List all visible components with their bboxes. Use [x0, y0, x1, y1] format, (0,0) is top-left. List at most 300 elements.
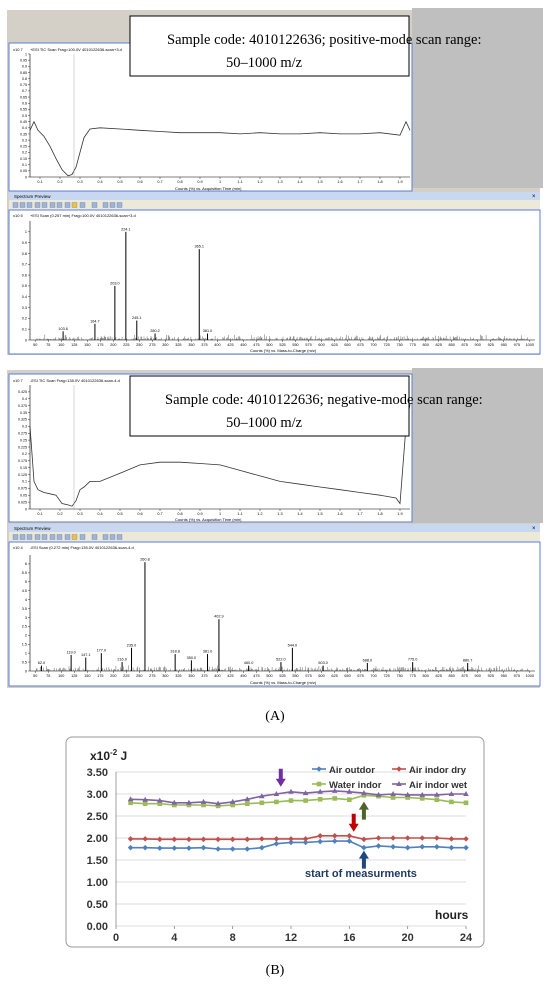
toolbar-button-icon: [42, 203, 47, 208]
x-tick-label: 0.1: [37, 512, 43, 516]
x-tick-label: 275: [149, 343, 156, 347]
toolbar-button-icon: [92, 535, 97, 540]
x-tick-label: 325: [175, 343, 182, 347]
x-tick-label: 250: [136, 674, 143, 678]
x-tick-label: 0.2: [57, 512, 63, 516]
tic-header: -ESI TIC Scan Frag=135.0V 4010122636-scan-4.d: [30, 378, 120, 383]
spectrum-yscale-label: x10 5: [13, 213, 23, 218]
peak-label: 318.8: [170, 649, 180, 654]
toolbar-button-icon: [80, 203, 85, 208]
series-point: [245, 801, 250, 806]
x-tick-label: 1000: [525, 343, 535, 347]
y-tick-label: 0.6: [22, 101, 27, 106]
x-tick-label: 0.3: [77, 180, 83, 184]
x-tick-label: 550: [292, 343, 299, 347]
y-tick-label: 0.3: [21, 305, 27, 310]
toolbar-button-icon: [72, 535, 77, 540]
x-tick-label: 850: [448, 674, 455, 678]
toolbar-button-icon: [117, 535, 122, 540]
x-tick-label: 600: [318, 674, 325, 678]
peak-label: 365.1: [194, 244, 205, 249]
spectrum-title: Spectrum Preview: [14, 194, 51, 199]
x-tick-label: 925: [487, 343, 494, 347]
x-tick-label: 525: [279, 343, 286, 347]
toolbar-button-icon: [103, 535, 108, 540]
x-tick-label: 250: [136, 343, 143, 347]
series-point: [464, 801, 469, 806]
y-tick-label: 0.25: [20, 438, 27, 443]
x-tick-label: 1.8: [377, 180, 383, 184]
x-tick-label: 8: [229, 932, 236, 944]
x-tick-label: 1: [218, 180, 222, 184]
x-tick-label: 0.4: [97, 180, 103, 184]
positive-mode-block: [7, 8, 543, 355]
y-tick-label: 0: [24, 669, 27, 674]
panel-b-chart: [66, 737, 484, 947]
peak-label: 203.0: [110, 281, 120, 286]
peak-label: 235.0: [126, 643, 137, 648]
x-tick-label: 0.9: [197, 180, 203, 184]
x-tick-label: 1.6: [337, 180, 343, 184]
y-tick-label: 4.5: [21, 588, 27, 593]
peak-label: 381.0: [202, 649, 213, 654]
legend-label: Air indor wet: [409, 780, 468, 791]
x-tick-label: 1: [218, 512, 222, 516]
x-tick-label: 450: [240, 343, 247, 347]
y-tick-label: 3.00: [86, 789, 108, 801]
x-tick-label: 450: [240, 674, 247, 678]
y-tick-label: 0.7: [22, 89, 27, 94]
peak-label: 177.0: [96, 648, 107, 653]
series-point: [289, 798, 294, 803]
x-tick-label: 950: [500, 674, 507, 678]
peak-label: 544.0: [287, 643, 298, 648]
toolbar-button-icon: [13, 535, 18, 540]
toolbar-button-icon: [13, 203, 18, 208]
close-icon[interactable]: ×: [532, 526, 536, 532]
series-point: [274, 800, 279, 805]
y-tick-label: 0: [25, 175, 27, 180]
toolbar-button-icon: [110, 203, 115, 208]
y-tick-label: 0.1: [22, 479, 27, 484]
toolbar-button-icon: [65, 203, 70, 208]
y-tick-label: 0.2: [22, 150, 27, 155]
y-tick-label: 0.5: [22, 113, 27, 118]
peak-label: 460.0: [243, 661, 254, 666]
toolbar-icons: [13, 203, 122, 208]
x-tick-label: 12: [284, 932, 298, 944]
positive-callout-line1: Sample code: 4010122636; positive-mode scan range:: [167, 32, 482, 48]
x-tick-label: 0.7: [157, 180, 163, 184]
x-tick-label: 425: [227, 343, 234, 347]
y-tick-label: 6: [24, 562, 27, 567]
y-tick-label: 0.8: [21, 251, 27, 256]
x-tick-label: 50: [33, 674, 38, 678]
series-point: [435, 797, 440, 802]
toolbar-button-icon: [20, 203, 25, 208]
y-tick-label: 0.425: [18, 390, 27, 395]
y-tick-label: 0.45: [20, 119, 27, 124]
x-tick-label: 725: [383, 674, 390, 678]
x-tick-label: 0.5: [117, 180, 123, 184]
x-tick-label: 325: [175, 674, 182, 678]
x-tick-label: 900: [474, 674, 481, 678]
x-tick-label: 625: [331, 674, 338, 678]
y-tick-label: 0.375: [18, 403, 27, 408]
y-tick-label: 0.4: [22, 126, 27, 131]
spectrum-xlabel: Counts (%) vs. Mass-to-Charge (m/z): [250, 680, 317, 685]
x-tick-label: 0.4: [97, 512, 103, 516]
x-tick-label: 75: [46, 343, 51, 347]
y-tick-label: 3.50: [86, 767, 108, 779]
y-tick-label: 1: [24, 651, 27, 656]
x-tick-label: 650: [344, 343, 351, 347]
legend-label: Air outdor: [329, 765, 375, 776]
y-tick-label: 2: [24, 633, 27, 638]
y-tick-label: 0.35: [20, 132, 27, 137]
x-tick-label: 1.5: [317, 180, 323, 184]
series-point: [449, 800, 454, 805]
x-tick-label: 75: [46, 674, 51, 678]
toolbar-button-icon: [110, 535, 115, 540]
x-tick-label: 0.8: [177, 180, 183, 184]
y-tick-label: 5: [24, 580, 27, 585]
toolbar-icons: [13, 535, 122, 540]
y-tick-label: 4: [24, 597, 27, 602]
y-tick-label: 0.50: [86, 899, 108, 911]
x-tick-label: 475: [253, 343, 260, 347]
y-tick-label: 1.00: [86, 877, 108, 889]
x-tick-label: 1000: [525, 674, 535, 678]
y-tick-label: 3: [24, 615, 27, 620]
peak-label: 880.7: [462, 658, 473, 663]
y-tick-label: 5.5: [21, 571, 27, 576]
x-tick-label: 1.9: [397, 512, 403, 516]
x-tick-label: 600: [318, 343, 325, 347]
x-tick-label: 1.3: [277, 180, 283, 184]
x-tick-label: 500: [266, 343, 273, 347]
x-tick-label: 525: [279, 674, 286, 678]
x-axis-title: hours: [435, 908, 469, 922]
y-tick-label: 2.50: [86, 811, 108, 823]
x-tick-label: 24: [459, 932, 473, 944]
x-tick-label: 875: [461, 343, 468, 347]
y-tick-label: 0.025: [18, 500, 27, 505]
peak-label: 164.7: [90, 319, 100, 324]
y-tick-label: 1.5: [21, 642, 27, 647]
peak-label: 103.6: [58, 326, 68, 331]
spectrum-title: Spectrum Preview: [14, 526, 51, 531]
x-tick-label: 16: [343, 932, 356, 944]
peak-label: 402.9: [214, 614, 224, 619]
toolbar-button-icon: [103, 203, 108, 208]
x-tick-label: 0.3: [77, 512, 83, 516]
y-tick-label: 0.6: [21, 273, 27, 278]
y-tick-label: 0.25: [20, 144, 27, 149]
spectrum-yscale-label: x10 4: [13, 545, 23, 550]
spectrum-xlabel: Counts (%) vs. Mass-to-Charge (m/z): [250, 348, 317, 353]
legend-marker: [317, 782, 322, 787]
x-tick-label: 500: [266, 674, 273, 678]
tic-yscale-label: x10 7: [13, 378, 23, 383]
x-tick-label: 1.2: [257, 180, 263, 184]
x-tick-label: 1.4: [297, 512, 303, 516]
x-tick-label: 150: [84, 343, 91, 347]
x-tick-label: 575: [305, 343, 312, 347]
y-tick-label: 2.00: [86, 833, 108, 845]
x-tick-label: 1.9: [397, 180, 403, 184]
x-tick-label: 175: [97, 674, 104, 678]
x-tick-label: 875: [461, 674, 468, 678]
peak-label: 147.1: [81, 653, 91, 658]
x-tick-label: 550: [292, 674, 299, 678]
toolbar-button-icon: [27, 535, 32, 540]
y-tick-label: 0: [25, 507, 27, 512]
close-icon[interactable]: ×: [532, 194, 536, 200]
x-tick-label: 225: [123, 674, 130, 678]
x-tick-label: 1.7: [357, 180, 363, 184]
y-tick-label: 0.95: [20, 58, 27, 63]
x-tick-label: 775: [409, 343, 416, 347]
y-tick-label: 0.5: [21, 660, 27, 665]
y-tick-label: 1: [24, 230, 27, 235]
x-tick-label: 125: [71, 343, 78, 347]
x-tick-label: 750: [396, 674, 403, 678]
positive-callout-line2: 50–1000 m/z: [226, 55, 303, 71]
series-point: [303, 798, 308, 803]
y-unit-label: $x10^{-2}$ J: [90, 748, 128, 763]
tic-yscale-label: x10 7: [13, 47, 23, 52]
y-tick-label: 0.05: [20, 169, 27, 174]
y-tick-label: 0.75: [20, 83, 27, 88]
peak-label: 350.0: [186, 655, 197, 660]
y-tick-label: 0.325: [18, 417, 27, 422]
y-tick-label: 0.175: [18, 459, 27, 464]
y-tick-label: 0.225: [18, 445, 27, 450]
y-tick-label: 0.4: [21, 295, 27, 300]
spectrum-titlebar: [9, 192, 540, 200]
toolbar-button-icon: [35, 203, 40, 208]
spectrum-toolbar: [9, 532, 540, 542]
spectrum-titlebar: [9, 524, 540, 532]
x-tick-label: 0.5: [117, 512, 123, 516]
x-tick-label: 0.9: [197, 512, 203, 516]
y-tick-label: 0.65: [20, 95, 27, 100]
x-tick-label: 1.1: [237, 180, 243, 184]
x-tick-label: 4: [171, 932, 178, 944]
peak-label: 245.1: [132, 316, 142, 321]
x-tick-label: 825: [435, 674, 442, 678]
x-tick-label: 375: [201, 343, 208, 347]
x-tick-label: 0.8: [177, 512, 183, 516]
y-tick-label: 0.9: [22, 64, 27, 69]
x-tick-label: 0.2: [57, 180, 63, 184]
x-tick-label: 1.1: [237, 512, 243, 516]
y-tick-label: 0.8: [22, 76, 27, 81]
y-tick-label: 0.15: [20, 156, 27, 161]
series-point: [143, 801, 148, 806]
toolbar-button-icon: [80, 535, 85, 540]
y-tick-label: 0.2: [22, 452, 27, 457]
spectrum-header: -ESI Scan (0.272 min) Frag=135.0V 4010122636-scan-4.d: [30, 545, 134, 550]
y-tick-label: 0.5: [21, 284, 27, 289]
toolbar-button-icon: [92, 203, 97, 208]
spectrum-window: [9, 542, 540, 686]
peak-label: 522.0: [276, 657, 286, 662]
series-point: [260, 801, 265, 806]
x-tick-label: 1.6: [337, 512, 343, 516]
tic-xlabel: Counts (%) vs. Acquisition Time (min): [175, 186, 242, 191]
x-tick-label: 150: [84, 674, 91, 678]
x-tick-label: 275: [149, 674, 156, 678]
spectrum-toolbar: [9, 200, 540, 210]
x-tick-label: 350: [188, 674, 195, 678]
x-tick-label: 125: [71, 674, 78, 678]
tic-xlabel: Counts (%) vs. Acquisition Time (min): [175, 517, 242, 522]
x-tick-label: 700: [370, 674, 377, 678]
y-tick-label: 2.5: [21, 624, 27, 629]
x-tick-label: 20: [401, 932, 414, 944]
x-tick-label: 225: [123, 343, 130, 347]
x-tick-label: 850: [448, 343, 455, 347]
toolbar-button-icon: [35, 535, 40, 540]
x-tick-label: 175: [97, 343, 104, 347]
toolbar-button-icon: [50, 203, 55, 208]
x-tick-label: 100: [58, 343, 65, 347]
x-tick-label: 400: [214, 343, 221, 347]
peak-label: 119.0: [66, 650, 76, 655]
y-tick-label: 0.15: [20, 465, 27, 470]
series-point: [347, 797, 352, 802]
toolbar-button-icon: [57, 203, 62, 208]
legend-label: Air indor dry: [409, 765, 467, 776]
peak-label: 216.9: [117, 657, 127, 662]
x-tick-label: 0.1: [37, 180, 43, 184]
x-tick-label: 400: [214, 674, 221, 678]
y-tick-label: 0.4: [22, 397, 27, 402]
y-tick-label: 0.3: [22, 424, 27, 429]
x-tick-label: 725: [383, 343, 390, 347]
y-tick-label: 0.075: [18, 486, 27, 491]
x-tick-label: 200: [110, 343, 117, 347]
peak-label: 62.0: [37, 661, 46, 666]
start-annotation: start of measurments: [305, 868, 417, 880]
x-tick-label: 300: [162, 343, 169, 347]
y-tick-label: 1.50: [86, 855, 108, 867]
y-tick-label: 1: [25, 52, 27, 57]
panel-a-label: (A): [265, 709, 285, 724]
legend-label: Water indor: [329, 780, 382, 791]
peak-label: 381.0: [202, 329, 213, 334]
y-tick-label: 0.35: [20, 410, 27, 415]
x-tick-label: 900: [474, 343, 481, 347]
x-tick-label: 0.6: [137, 180, 143, 184]
x-tick-label: 975: [513, 343, 520, 347]
x-tick-label: 1.5: [317, 512, 323, 516]
toolbar-button-icon: [20, 535, 25, 540]
x-tick-label: 625: [331, 343, 338, 347]
x-tick-label: 750: [396, 343, 403, 347]
peak-label: 224.1: [121, 227, 131, 232]
x-tick-label: 675: [357, 674, 364, 678]
x-tick-label: 825: [435, 343, 442, 347]
toolbar-button-icon: [27, 203, 32, 208]
x-tick-label: 675: [357, 343, 364, 347]
toolbar-button-icon: [50, 535, 55, 540]
x-tick-label: 100: [58, 674, 65, 678]
x-tick-label: 0.6: [137, 512, 143, 516]
peak-label: 775.0: [407, 657, 418, 662]
toolbar-button-icon: [65, 535, 70, 540]
y-tick-label: 0.9: [21, 240, 27, 245]
peak-label: 260.8: [140, 557, 150, 562]
x-tick-label: 925: [487, 674, 494, 678]
toolbar-button-icon: [42, 535, 47, 540]
x-tick-label: 700: [370, 343, 377, 347]
y-tick-label: 0.85: [20, 70, 27, 75]
peak-label: 688.0: [362, 658, 373, 663]
x-tick-label: 350: [188, 343, 195, 347]
x-tick-label: 800: [422, 343, 429, 347]
series-point: [332, 796, 337, 801]
y-tick-label: 0.1: [22, 163, 27, 167]
x-tick-label: 775: [409, 674, 416, 678]
y-tick-label: 0.55: [20, 107, 27, 112]
x-tick-label: 975: [513, 674, 520, 678]
toolbar-button-icon: [117, 203, 122, 208]
x-tick-label: 375: [201, 674, 208, 678]
y-tick-label: 3.5: [21, 606, 27, 611]
y-tick-label: 0.00: [86, 921, 108, 933]
negative-callout-line1: Sample code: 4010122636; negative-mode scan range:: [165, 392, 483, 408]
x-tick-label: 1.7: [357, 512, 363, 516]
x-tick-label: 50: [33, 343, 38, 347]
x-tick-label: 650: [344, 674, 351, 678]
x-tick-label: 800: [422, 674, 429, 678]
x-tick-label: 425: [227, 674, 234, 678]
x-tick-label: 1.3: [277, 512, 283, 516]
x-tick-label: 0: [112, 932, 120, 944]
x-tick-label: 1.2: [257, 512, 263, 516]
x-tick-label: 0.7: [157, 512, 163, 516]
tic-header: +ESI TIC Scan Frag=100.0V 4010122636-scan+3.d: [30, 47, 122, 52]
toolbar-button-icon: [57, 535, 62, 540]
x-tick-label: 1.4: [297, 180, 303, 184]
panel-b-label: (B): [265, 963, 285, 978]
negative-callout-line2: 50–1000 m/z: [226, 415, 303, 431]
x-tick-label: 575: [305, 674, 312, 678]
y-tick-label: 0.1: [21, 327, 27, 332]
toolbar-button-icon: [72, 203, 77, 208]
y-tick-label: 0.3: [22, 138, 27, 143]
x-tick-label: 1.8: [377, 512, 383, 516]
series-point: [318, 797, 323, 802]
peak-label: 280.2: [150, 329, 160, 334]
y-tick-label: 0.275: [18, 431, 27, 436]
spectrum-header: +ESI Scan (0.257 min) Frag=100.0V 4010122636-scan+3.d: [30, 213, 136, 218]
y-tick-label: 0.125: [18, 472, 27, 477]
x-tick-label: 200: [110, 674, 117, 678]
y-tick-label: 0.7: [21, 262, 27, 267]
y-tick-label: 0.05: [20, 493, 27, 498]
negative-mode-block: [7, 368, 543, 688]
x-tick-label: 300: [162, 674, 169, 678]
y-tick-label: 0.2: [21, 316, 27, 321]
y-tick-label: 0: [24, 338, 27, 343]
x-tick-label: 475: [253, 674, 260, 678]
x-tick-label: 950: [500, 343, 507, 347]
spectrum-window: [9, 210, 540, 354]
